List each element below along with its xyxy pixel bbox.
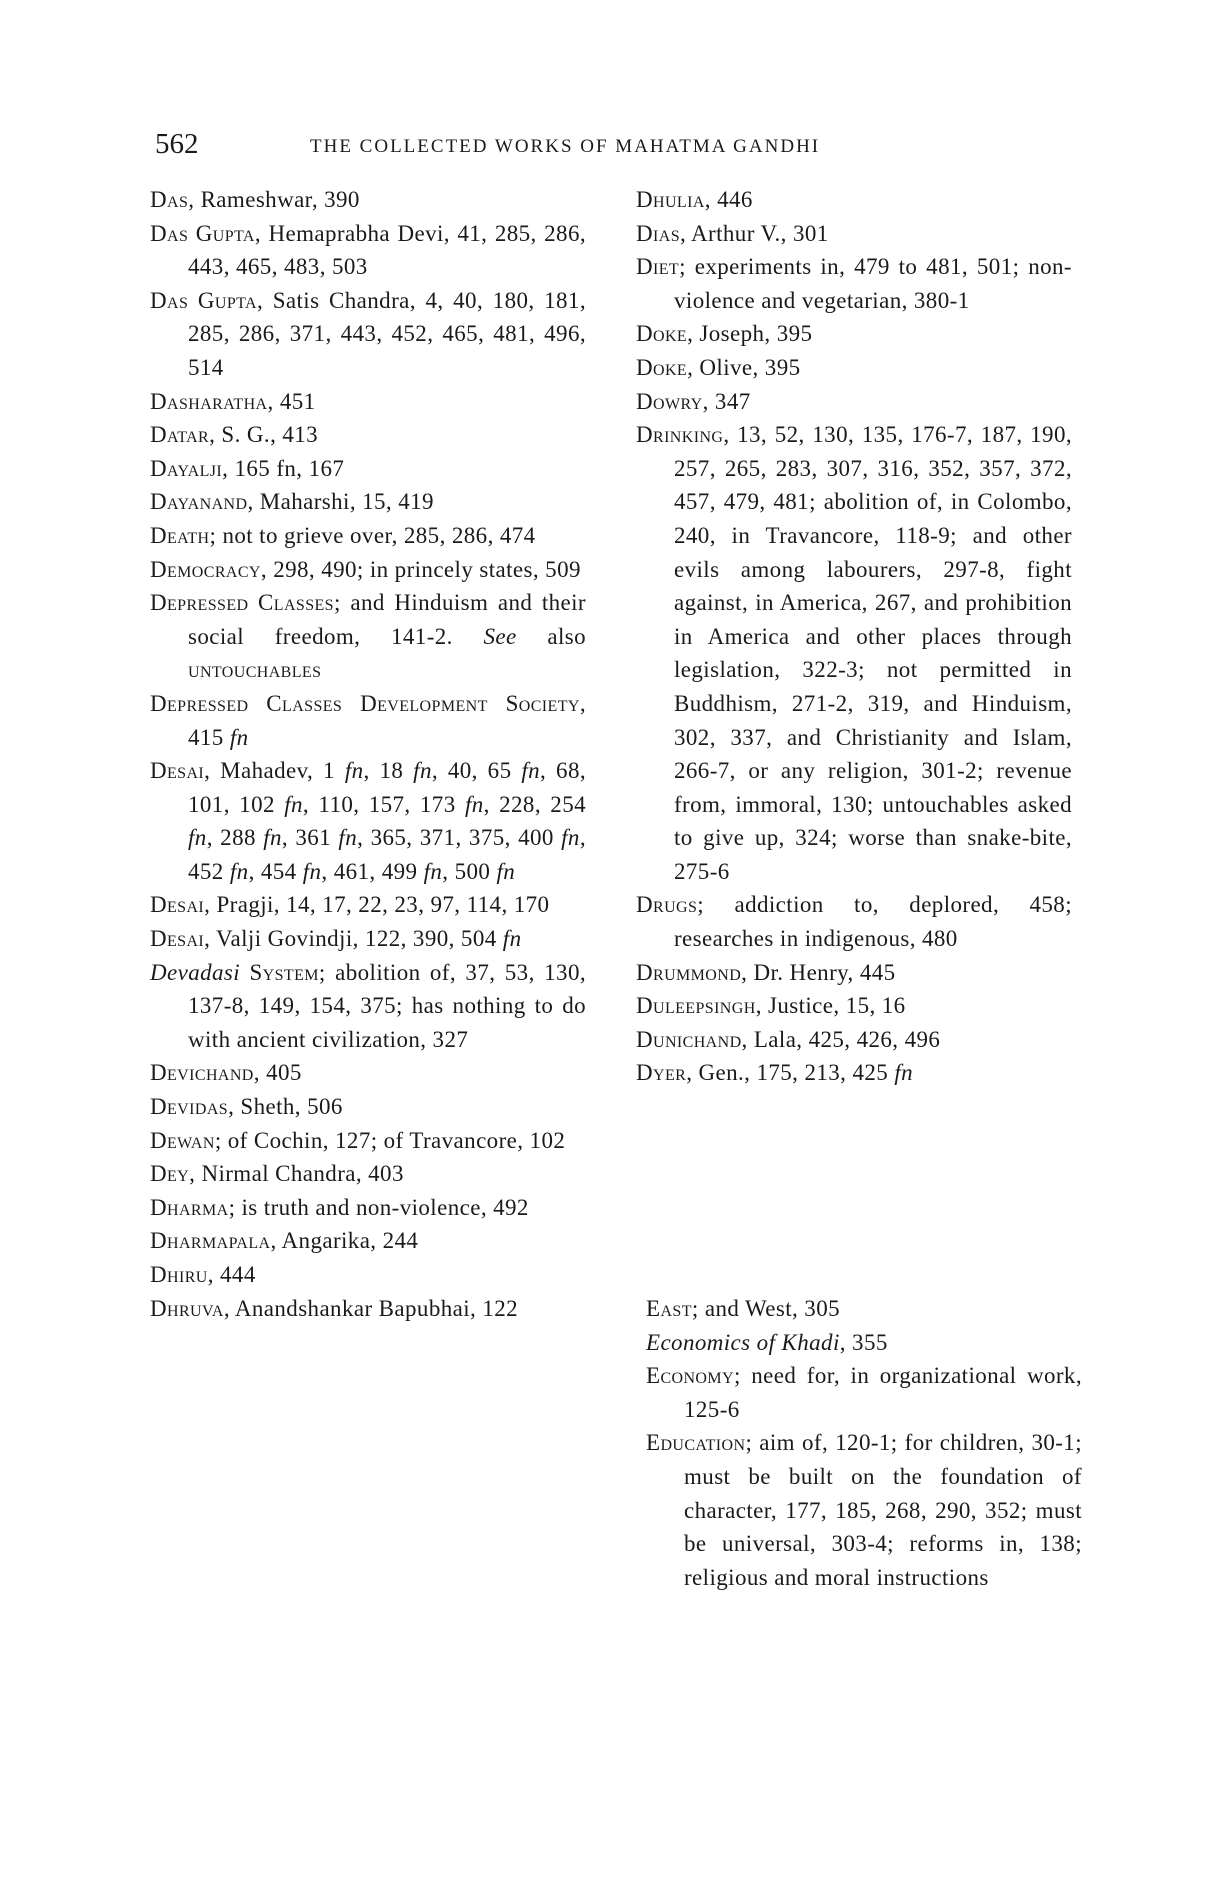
entry-heading: Das Gupta (150, 220, 255, 246)
index-entry (150, 586, 586, 687)
entry-heading: Drugs (636, 892, 698, 918)
entry-heading: Drinking (636, 422, 724, 448)
entry-heading: Datar (150, 422, 210, 448)
index-entry (150, 284, 586, 385)
entry-references: , Valji Govindji, 122, 390, 504 fn (204, 926, 522, 952)
entry-heading: Diet (636, 254, 680, 280)
entry-heading: Duleepsingh (636, 993, 756, 1019)
index-entry (150, 519, 586, 553)
entry-references: , Lala, 425, 426, 496 (741, 1026, 941, 1052)
index-entry (150, 922, 586, 956)
entry-heading: Devadasi (150, 959, 241, 985)
index-entry (636, 217, 1072, 251)
entry-heading: Das Gupta (150, 287, 257, 313)
entry-heading: Desai (150, 892, 205, 918)
entry-references: , 415 fn (188, 690, 586, 750)
entry-references: , Anandshankar Bapubhai, 122 (223, 1295, 519, 1321)
entry-references: , 355 (839, 1329, 888, 1355)
index-column-right-e-section (646, 1292, 1082, 1594)
entry-heading: Dias (636, 220, 680, 246)
index-entry (636, 888, 1072, 955)
entry-references: , Gen., 175, 213, 425 fn (686, 1060, 914, 1086)
index-entry (646, 1326, 1082, 1360)
index-entry (150, 1157, 586, 1191)
running-head: THE COLLECTED WORKS OF MAHATMA GANDHI (310, 136, 821, 157)
index-entry (150, 1224, 586, 1258)
entry-heading: Dharma (150, 1194, 229, 1220)
index-entry (150, 888, 586, 922)
entry-heading: Drummond (636, 959, 742, 985)
index-entry (636, 183, 1072, 217)
entry-references: , Satis Chandra, 4, 40, 180, 181, 285, 286, 371, 443, 452, 465, 481, 496, 514 (188, 287, 586, 380)
entry-heading: Desai (150, 758, 205, 784)
entry-references: ; abolition of, 37, 53, 130, 137-8, 149, 154, 375; has nothing to do with ancient civilization, 327 (188, 959, 586, 1052)
index-column-right (636, 183, 1072, 1090)
entry-heading: Economy (646, 1363, 734, 1389)
entry-heading: Dowry (636, 388, 703, 414)
index-entry (636, 1023, 1072, 1057)
entry-references: ; of Cochin, 127; of Travancore, 102 (214, 1127, 566, 1153)
entry-references: , Arthur V., 301 (680, 220, 829, 246)
index-entry (636, 1056, 1072, 1090)
entry-heading: Death (150, 522, 210, 548)
entry-references: , S. G., 413 (209, 422, 319, 448)
entry-references: ; need for, in organizational work, 125-6 (684, 1363, 1082, 1422)
index-entry (150, 553, 586, 587)
entry-references: , 405 (253, 1060, 302, 1086)
entry-references: , 444 (207, 1262, 256, 1287)
entry-heading: Dharmapala (150, 1228, 271, 1254)
entry-heading: Depressed Classes (150, 590, 334, 616)
entry-references: , Nirmal Chandra, 403 (189, 1161, 404, 1187)
entry-heading: Doke (636, 354, 688, 380)
entry-references: , Justice, 15, 16 (755, 993, 906, 1019)
entry-heading: Dey (150, 1161, 190, 1187)
entry-heading: Dewan (150, 1127, 215, 1153)
entry-references: , Angarika, 244 (270, 1228, 419, 1254)
entry-references: , Pragji, 14, 17, 22, 23, 97, 114, 170 (204, 892, 550, 918)
entry-heading: Dhulia (636, 187, 705, 212)
index-entry (636, 351, 1072, 385)
entry-heading: Doke (636, 321, 688, 347)
entry-references: , Maharshi, 15, 419 (247, 489, 434, 515)
entry-references: , 347 (702, 388, 751, 414)
entry-references: ; not to grieve over, 285, 286, 474 (209, 522, 536, 548)
entry-heading: Economics of Khadi (646, 1329, 840, 1355)
index-entry (646, 1426, 1082, 1594)
index-entry (636, 385, 1072, 419)
entry-references: , Hemaprabha Devi, 41, 285, 286, 443, 465, 483, 503 (188, 220, 586, 280)
entry-references: , 451 (267, 388, 316, 414)
index-entry (150, 1124, 586, 1158)
index-entry (636, 989, 1072, 1023)
entry-references: ; addiction to, deplored, 458; researches in indigenous, 480 (674, 892, 1072, 952)
index-entry (636, 956, 1072, 990)
index-entry (646, 1359, 1082, 1426)
entry-heading: Dayalji (150, 455, 223, 481)
index-entry (150, 1258, 586, 1292)
entry-references: , 446 (704, 187, 753, 212)
entry-references: ; experiments in, 479 to 481, 501; non-violence and vegetarian, 380-1 (674, 254, 1072, 313)
index-entry (150, 183, 586, 217)
entry-references: , 13, 52, 130, 135, 176-7, 187, 190, 257, 265, 283, 307, 316, 352, 357, 372, 457, 479, 481; abolition of, in Colombo, 240, in Travancore, 118-9; and other evils among labourers, 297-8, fight against, in America, 267, and prohibition in America and other places through legislation, 322-3; not permitted in Buddhism, 271-2, 319, and Hinduism, 302, 337, and Christianity and Islam, 266-7, or any religion, 301-2; revenue from, immoral, 130; untouchables asked to give up, 324; worse than snake-bite, 275-6 (674, 422, 1072, 884)
entry-heading: Dayanand (150, 489, 248, 515)
entry-heading: Desai (150, 926, 205, 952)
entry-references: , 298, 490; in princely states, 509 (260, 556, 581, 582)
index-entry (636, 418, 1072, 888)
index-entry (150, 754, 586, 888)
entry-references: , Mahadev, 1 fn, 18 fn, 40, 65 fn, 68, 101, 102 fn, 110, 157, 173 fn, 228, 254 fn, 288 fn, 361 fn, 365, 371, 375, 400 fn, 452 fn, 454 fn, 461, 499 fn, 500 fn (188, 758, 586, 884)
index-entry (150, 1090, 586, 1124)
index-entry (150, 485, 586, 519)
entry-heading: Dhruva (150, 1295, 224, 1321)
page-number: 562 (155, 128, 199, 160)
index-entry (150, 1056, 586, 1090)
entry-heading: Dyer (636, 1060, 687, 1086)
entry-references: ; and Hinduism and their social freedom, 141-2. See also untouchables (188, 590, 586, 683)
entry-heading-rest: System (240, 959, 319, 985)
index-entry (636, 317, 1072, 351)
entry-heading: Education (646, 1430, 746, 1456)
entry-heading: Devidas (150, 1094, 229, 1120)
entry-references: , 165 fn, 167 (222, 455, 345, 481)
index-entry (150, 385, 586, 419)
index-entry (150, 452, 586, 486)
entry-heading: Dunichand (636, 1026, 742, 1052)
index-entry (150, 956, 586, 1057)
entry-heading: Dhiru (150, 1262, 208, 1287)
entry-references: ; and West, 305 (691, 1296, 840, 1321)
index-entry (150, 1292, 586, 1326)
entry-heading: Democracy (150, 556, 261, 582)
entry-references: , Sheth, 506 (228, 1094, 343, 1120)
entry-heading: Dasharatha (150, 388, 268, 414)
index-entry (646, 1292, 1082, 1326)
index-entry (150, 217, 586, 284)
entry-heading: East (646, 1296, 692, 1321)
index-entry (150, 687, 586, 754)
entry-references: , Dr. Henry, 445 (741, 959, 896, 985)
entry-references: , Joseph, 395 (687, 321, 813, 347)
entry-references: , Olive, 395 (687, 354, 801, 380)
index-entry (150, 418, 586, 452)
entry-references: ; aim of, 120-1; for children, 30-1; must be built on the foundation of character, 177, 185, 268, 290, 352; must be universal, 303-4; reforms in, 138; religious and moral instructions (684, 1430, 1082, 1590)
entry-heading: Devichand (150, 1060, 254, 1086)
index-entry (150, 1191, 586, 1225)
index-entry (636, 250, 1072, 317)
entry-references: , Rameshwar, 390 (188, 187, 360, 212)
entry-references: ; is truth and non-violence, 492 (228, 1194, 529, 1220)
entry-heading: Das (150, 187, 189, 212)
index-column-left (150, 183, 586, 1325)
entry-heading: Depressed Classes Development Society (150, 690, 580, 716)
